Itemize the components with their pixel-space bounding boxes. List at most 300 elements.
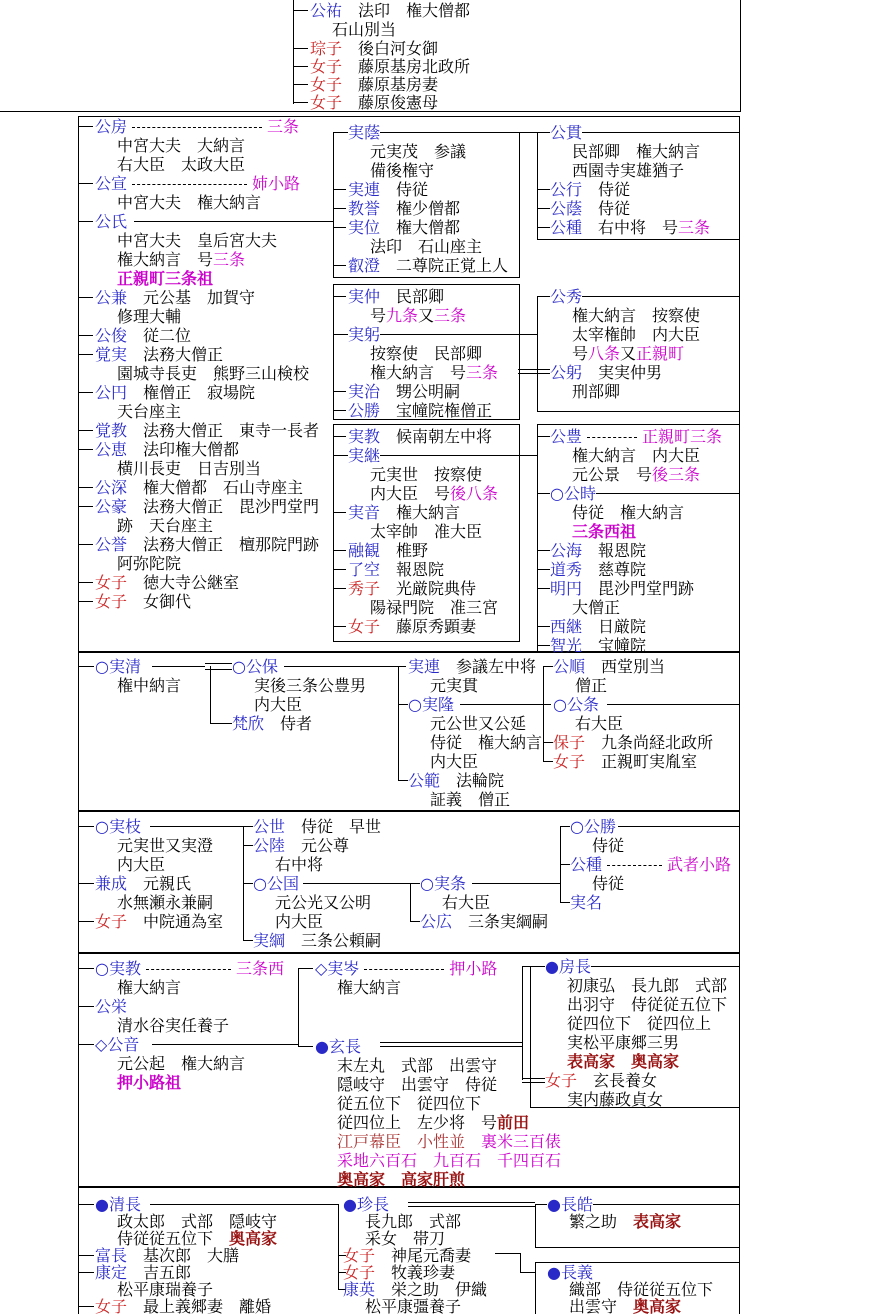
connector-line bbox=[78, 601, 93, 602]
person-title-text: 従四位下 従四位上 bbox=[567, 1014, 712, 1033]
person-title-text: 太宰権帥 内大臣 bbox=[572, 325, 701, 344]
person-title-text: 僧正 bbox=[575, 676, 608, 695]
person-title-text: 牧義珍妻 bbox=[375, 1263, 456, 1282]
person-name: 公祐 bbox=[310, 1, 343, 20]
connector-line bbox=[618, 826, 740, 827]
connector-line bbox=[537, 227, 550, 228]
person-title-text: 侍従 bbox=[592, 836, 625, 855]
person-title-text: 長九郎 式部 bbox=[365, 1212, 462, 1231]
branch-label: 三条 bbox=[678, 218, 711, 237]
person-title-text: 大僧正 bbox=[572, 598, 621, 617]
person-name: 実綱 bbox=[253, 931, 286, 950]
person-name: 公深 bbox=[95, 478, 128, 497]
person-row bbox=[337, 1171, 465, 1189]
person-name: ●長義 bbox=[547, 1263, 593, 1282]
person-row bbox=[348, 428, 492, 446]
person-title-text: 権大納言 内大臣 bbox=[572, 446, 701, 465]
person-title-text: 内大臣 号 bbox=[370, 484, 451, 503]
person-row bbox=[315, 960, 497, 978]
connector-line bbox=[537, 626, 550, 627]
person-row bbox=[117, 403, 181, 421]
person-row bbox=[117, 837, 213, 855]
koke-status-label: 奥高家 bbox=[633, 1297, 682, 1314]
person-row bbox=[275, 894, 371, 912]
person-row bbox=[370, 599, 498, 617]
person-title-text: 右中将 bbox=[275, 855, 324, 874]
connector-line bbox=[522, 1078, 545, 1079]
connector-line bbox=[520, 132, 537, 133]
connector-line bbox=[210, 723, 232, 724]
dashed-link bbox=[132, 127, 262, 129]
person-row bbox=[567, 1053, 679, 1071]
person-row bbox=[275, 856, 323, 874]
connector-line bbox=[78, 1044, 94, 1045]
branch-label: 姉小路 bbox=[252, 174, 301, 193]
connector-line bbox=[78, 1272, 94, 1273]
person-name: ○実枝 bbox=[95, 817, 141, 836]
person-row bbox=[337, 979, 401, 997]
person-row bbox=[117, 460, 261, 478]
person-row bbox=[117, 1055, 245, 1073]
person-title-text: 元実茂 参議 bbox=[370, 142, 467, 161]
branch-founder-label: 押小路祖 bbox=[117, 1073, 182, 1092]
person-row bbox=[550, 580, 694, 598]
person-name: 公蔭 bbox=[550, 199, 583, 218]
connector-line bbox=[520, 1253, 521, 1273]
person-name: 公秀 bbox=[550, 287, 583, 306]
person-row bbox=[348, 124, 380, 142]
connector-line bbox=[333, 436, 346, 437]
person-title-text: 織部 侍従従五位下 bbox=[569, 1280, 714, 1299]
person-row bbox=[572, 383, 620, 401]
person-name: 公宣 bbox=[95, 174, 128, 193]
person-name: 叡澄 bbox=[348, 256, 381, 275]
person-title-text: 三条実綱嗣 bbox=[452, 912, 549, 931]
person-title-text: 又 bbox=[620, 344, 637, 363]
person-row bbox=[337, 1076, 497, 1094]
person-title-text: 三条公頼嗣 bbox=[285, 931, 382, 950]
connector-line bbox=[518, 369, 550, 370]
person-row bbox=[550, 618, 646, 636]
person-name: 梵欣 bbox=[232, 714, 265, 733]
person-name-female: 女子 bbox=[95, 912, 128, 931]
connector-line bbox=[150, 1204, 338, 1205]
connector-line bbox=[78, 582, 93, 583]
person-name-female: 女子 bbox=[310, 93, 343, 112]
person-title-text: 宝幢院 bbox=[582, 636, 647, 655]
person-row bbox=[567, 1091, 663, 1109]
branch-label: 後八条 bbox=[450, 484, 499, 503]
koke-status-label: 表高家 bbox=[633, 1212, 682, 1231]
person-row bbox=[310, 58, 470, 76]
person-row bbox=[348, 561, 444, 579]
connector-line bbox=[293, 66, 308, 67]
branch-label: 三条 bbox=[267, 117, 300, 136]
person-row bbox=[117, 1074, 181, 1092]
connector-line bbox=[78, 487, 93, 488]
person-name-female: 琮子 bbox=[310, 39, 343, 58]
person-title-text: 栄之助 伊織 bbox=[375, 1280, 488, 1299]
person-row bbox=[567, 996, 727, 1014]
connector-line bbox=[210, 666, 211, 723]
person-row bbox=[370, 307, 466, 325]
person-row bbox=[370, 238, 482, 256]
connector-line bbox=[410, 921, 420, 922]
person-title-text: 隠岐守 出雲守 侍従 bbox=[337, 1075, 498, 1094]
person-row bbox=[553, 753, 697, 771]
person-title-text: 候南朝左中将 bbox=[380, 427, 493, 446]
person-row bbox=[95, 658, 141, 676]
person-title-text: 元実世又実澄 bbox=[117, 836, 214, 855]
connector-line bbox=[298, 968, 299, 1046]
person-row bbox=[95, 289, 255, 307]
person-name: 公陸 bbox=[253, 836, 286, 855]
connector-line bbox=[410, 883, 420, 884]
person-name: 西継 bbox=[550, 617, 583, 636]
person-name: 実名 bbox=[570, 893, 603, 912]
person-row bbox=[572, 345, 684, 363]
person-row bbox=[117, 308, 181, 326]
connector-line bbox=[333, 265, 346, 266]
connector-line bbox=[537, 645, 550, 646]
person-row bbox=[567, 1015, 711, 1033]
connector-line bbox=[543, 666, 544, 761]
person-row bbox=[95, 818, 141, 836]
person-row bbox=[572, 143, 700, 161]
person-row bbox=[370, 143, 466, 161]
person-row bbox=[348, 383, 460, 401]
connector-line bbox=[740, 0, 741, 112]
person-name: 康定 bbox=[95, 1263, 128, 1282]
person-title-text: 法務大僧正 檀那院門跡 bbox=[127, 535, 320, 554]
person-title-text: 侍従 bbox=[582, 199, 631, 218]
person-name: 融観 bbox=[348, 541, 381, 560]
person-title-text: 元親氏 bbox=[127, 874, 192, 893]
person-title-text: 法務大僧正 毘沙門堂門 bbox=[127, 497, 320, 516]
person-row bbox=[95, 213, 127, 231]
person-name: 公勝 bbox=[348, 401, 381, 420]
person-name: 実連 bbox=[408, 657, 441, 676]
person-title-text: 権大僧都 石山寺座主 bbox=[127, 478, 304, 497]
person-title-text: 侍従 権大納言 bbox=[430, 733, 543, 752]
person-title-text: 玄長養女 bbox=[577, 1071, 658, 1090]
connector-line bbox=[460, 704, 551, 705]
person-row bbox=[442, 894, 490, 912]
connector-line bbox=[293, 84, 308, 85]
person-title-text: 実後三条公豊男 bbox=[254, 676, 367, 695]
connector-line bbox=[293, 48, 308, 49]
person-title-text: 権中納言 bbox=[117, 676, 182, 695]
person-name: ●玄長 bbox=[315, 1037, 361, 1056]
person-row bbox=[348, 181, 428, 199]
person-name: ○実隆 bbox=[408, 695, 454, 714]
person-row bbox=[95, 118, 299, 136]
person-title-text: 陽禄門院 准三宮 bbox=[370, 598, 499, 617]
person-name: 公種 bbox=[570, 855, 603, 874]
connector-line bbox=[243, 883, 253, 884]
person-name: ●長皓 bbox=[547, 1195, 593, 1214]
person-title-text: 基次郎 大膳 bbox=[127, 1246, 240, 1265]
person-title-text: 証義 僧正 bbox=[430, 790, 511, 809]
person-title-text: 日厳院 bbox=[582, 617, 647, 636]
shogunate-note: 江戸幕臣 小性並 bbox=[337, 1132, 482, 1151]
connector-line bbox=[152, 666, 205, 667]
connector-line bbox=[333, 391, 346, 392]
person-row bbox=[572, 307, 700, 325]
branch-label: 三条 bbox=[434, 306, 467, 325]
person-title-text: 法務大僧正 東寺一長者 bbox=[127, 421, 320, 440]
connector-line bbox=[380, 1042, 522, 1043]
person-name: 実継 bbox=[348, 446, 381, 465]
person-row bbox=[430, 753, 478, 771]
person-row bbox=[370, 364, 498, 382]
person-row bbox=[117, 156, 245, 174]
person-title-text: 宝幢院権僧正 bbox=[380, 401, 493, 420]
person-title-text: 末左丸 式部 出雲守 bbox=[337, 1056, 498, 1075]
person-row bbox=[117, 232, 277, 250]
person-row bbox=[253, 875, 299, 893]
person-row bbox=[348, 288, 444, 306]
person-title-text: 繁之助 bbox=[569, 1212, 634, 1231]
person-name: ●珍長 bbox=[343, 1195, 389, 1214]
person-title-text: 松平康瑞養子 bbox=[117, 1280, 214, 1299]
person-name: 実仲 bbox=[348, 287, 381, 306]
connector-line bbox=[78, 392, 93, 393]
person-row bbox=[348, 219, 460, 237]
person-name: 公円 bbox=[95, 383, 128, 402]
person-title-text: 法輪院 bbox=[440, 771, 505, 790]
connector-line bbox=[333, 550, 346, 551]
person-row bbox=[550, 637, 646, 655]
person-title-text: 跡 天台座主 bbox=[117, 516, 214, 535]
person-row bbox=[117, 194, 261, 212]
person-name: 了空 bbox=[348, 560, 381, 579]
dashed-link bbox=[607, 865, 662, 867]
person-title-text: 右大臣 bbox=[575, 714, 624, 733]
branch-label: 正親町 bbox=[636, 344, 685, 363]
person-title-text: 権僧正 寂場院 bbox=[127, 383, 256, 402]
person-name-female: 女子 bbox=[348, 617, 381, 636]
person-name: 実蔭 bbox=[348, 123, 381, 142]
connector-line bbox=[560, 864, 570, 865]
person-name: 覚実 bbox=[95, 345, 128, 364]
person-name: 実治 bbox=[348, 382, 381, 401]
person-title-text: 神尾元喬妻 bbox=[375, 1246, 472, 1265]
person-row bbox=[365, 1298, 461, 1314]
person-row bbox=[337, 1114, 529, 1132]
person-title-text: 元実貫 bbox=[430, 676, 479, 695]
branch-founder-label: 正親町三条祖 bbox=[117, 269, 214, 288]
person-name: 実連 bbox=[348, 180, 381, 199]
branch-label: 裏米三百俵 bbox=[481, 1132, 562, 1151]
person-title-text: 元公景 号 bbox=[572, 465, 653, 484]
person-title-text: 参議左中将 bbox=[440, 657, 537, 676]
person-name-female: 女子 bbox=[310, 75, 343, 94]
person-name: 公房 bbox=[95, 117, 128, 136]
person-title-text: 権大納言 按察使 bbox=[572, 306, 701, 325]
person-row bbox=[310, 2, 470, 20]
person-title-text: 右大臣 太政大臣 bbox=[117, 155, 246, 174]
person-row bbox=[117, 365, 309, 383]
person-title-text: 元公起 権大納言 bbox=[117, 1054, 246, 1073]
person-row bbox=[253, 837, 349, 855]
connector-line bbox=[518, 373, 550, 374]
person-row bbox=[575, 715, 623, 733]
person-row bbox=[95, 960, 284, 978]
person-title-text: 太宰帥 准大臣 bbox=[370, 522, 483, 541]
person-title-text: 侍従 bbox=[592, 874, 625, 893]
person-name: ○実条 bbox=[420, 874, 466, 893]
person-name: 実教 bbox=[348, 427, 381, 446]
person-title-text: 出雲守 bbox=[569, 1297, 634, 1314]
connector-line bbox=[537, 588, 550, 589]
connector-line bbox=[537, 189, 550, 190]
person-name: 道秀 bbox=[550, 560, 583, 579]
person-name: ○公時 bbox=[550, 484, 596, 503]
connector-line bbox=[560, 826, 570, 827]
person-name: 公世 bbox=[253, 817, 286, 836]
person-row bbox=[553, 696, 599, 714]
dashed-link bbox=[146, 969, 231, 971]
person-row bbox=[348, 580, 476, 598]
person-row bbox=[430, 791, 510, 809]
connector-line bbox=[78, 354, 93, 355]
person-title-text: 刑部卿 bbox=[572, 382, 621, 401]
connector-line bbox=[333, 626, 346, 627]
connector-line bbox=[333, 410, 346, 411]
connector-line bbox=[78, 335, 93, 336]
person-row bbox=[545, 1072, 657, 1090]
person-title-text: 光厳院典侍 bbox=[380, 579, 477, 598]
person-row bbox=[95, 441, 239, 459]
person-name-female: 女子 bbox=[95, 573, 128, 592]
person-title-text: 中院通為室 bbox=[127, 912, 224, 931]
person-row bbox=[572, 447, 700, 465]
person-row bbox=[420, 875, 466, 893]
person-row bbox=[95, 327, 191, 345]
person-row bbox=[117, 517, 213, 535]
person-name: 公海 bbox=[550, 541, 583, 560]
connector-line bbox=[520, 1272, 535, 1273]
person-name: 公貫 bbox=[550, 123, 583, 142]
person-title-text: 実実仲男 bbox=[582, 363, 663, 382]
connector-line bbox=[134, 221, 333, 222]
person-title-text: 元公光又公明 bbox=[275, 893, 372, 912]
person-title-text: 実松平康郷三男 bbox=[567, 1033, 680, 1052]
person-row bbox=[95, 384, 255, 402]
connector-line bbox=[293, 0, 294, 104]
branch-label: 采地六百石 九百石 千四百石 bbox=[337, 1151, 562, 1170]
person-name: 富長 bbox=[95, 1246, 128, 1265]
person-name: ◇実岑 bbox=[315, 959, 360, 978]
person-row bbox=[572, 504, 684, 522]
connector-line bbox=[560, 902, 570, 903]
person-row bbox=[310, 94, 438, 112]
person-title-text: 侍従 早世 bbox=[285, 817, 382, 836]
person-title-text: 侍者 bbox=[264, 714, 313, 733]
person-row bbox=[550, 219, 710, 237]
person-title-text: 毘沙門堂門跡 bbox=[582, 579, 695, 598]
person-title-text: 法務大僧正 bbox=[127, 345, 224, 364]
person-row bbox=[430, 677, 478, 695]
connector-line bbox=[472, 883, 560, 884]
connector-line bbox=[408, 1206, 535, 1207]
person-name: 公豪 bbox=[95, 497, 128, 516]
person-name-female: 保子 bbox=[553, 733, 586, 752]
dashed-link bbox=[364, 969, 444, 971]
person-row bbox=[348, 504, 460, 522]
branch-label: 正親町三条 bbox=[642, 427, 723, 446]
person-row bbox=[348, 257, 508, 275]
person-name: 公兼 bbox=[95, 288, 128, 307]
branch-label: 九条 bbox=[386, 306, 419, 325]
branch-label: 三条 bbox=[213, 250, 246, 269]
person-name: 公豊 bbox=[550, 427, 583, 446]
person-title-text: 西堂別当 bbox=[585, 657, 666, 676]
person-name: 公範 bbox=[408, 771, 441, 790]
person-title-text: 藤原秀顕妻 bbox=[380, 617, 477, 636]
connector-line bbox=[522, 1082, 545, 1083]
person-title-text: 民部卿 権大納言 bbox=[572, 142, 701, 161]
person-title-text: 内大臣 bbox=[275, 912, 324, 931]
person-title-text: 従二位 bbox=[127, 326, 192, 345]
person-name: 康英 bbox=[343, 1280, 376, 1299]
connector-line bbox=[78, 126, 93, 127]
connector-line bbox=[380, 1046, 522, 1047]
person-title-text: 慈尊院 bbox=[582, 560, 647, 579]
person-row bbox=[348, 618, 476, 636]
person-title-text: 備後権守 bbox=[370, 161, 435, 180]
person-title-text: 侍従 bbox=[380, 180, 429, 199]
person-title-text: 修理大輔 bbox=[117, 307, 182, 326]
person-row bbox=[420, 913, 548, 931]
branch-label: 押小路 bbox=[449, 959, 498, 978]
person-title-text: 従五位下 従四位下 bbox=[337, 1094, 482, 1113]
person-row bbox=[117, 251, 245, 269]
connector-line bbox=[293, 10, 308, 11]
connector-line bbox=[543, 666, 553, 667]
person-row bbox=[348, 402, 492, 420]
person-row bbox=[348, 200, 460, 218]
person-name: ◇公音 bbox=[95, 1035, 140, 1054]
dashed-link bbox=[587, 437, 637, 439]
connector-line bbox=[398, 704, 408, 705]
person-row bbox=[95, 998, 127, 1016]
person-name: 明円 bbox=[550, 579, 583, 598]
person-row bbox=[95, 1298, 271, 1314]
person-title-text: 右大臣 bbox=[442, 893, 491, 912]
person-row bbox=[550, 288, 582, 306]
connector-line bbox=[78, 430, 93, 431]
connector-line bbox=[522, 966, 545, 967]
person-name-female: 女子 bbox=[310, 57, 343, 76]
person-row bbox=[95, 346, 223, 364]
person-row bbox=[370, 466, 482, 484]
person-row bbox=[572, 326, 700, 344]
person-title-text: 侍従 bbox=[582, 180, 631, 199]
connector-line bbox=[243, 845, 253, 846]
person-row bbox=[117, 856, 165, 874]
person-row bbox=[575, 677, 607, 695]
person-title-text: 西園寺実雄猶子 bbox=[572, 161, 685, 180]
person-row bbox=[592, 837, 624, 855]
connector-line bbox=[398, 780, 408, 781]
branch-label: 後三条 bbox=[652, 465, 701, 484]
person-row bbox=[95, 422, 319, 440]
person-title-text: 椎野 bbox=[380, 541, 429, 560]
person-row bbox=[550, 364, 662, 382]
person-row bbox=[348, 326, 380, 344]
